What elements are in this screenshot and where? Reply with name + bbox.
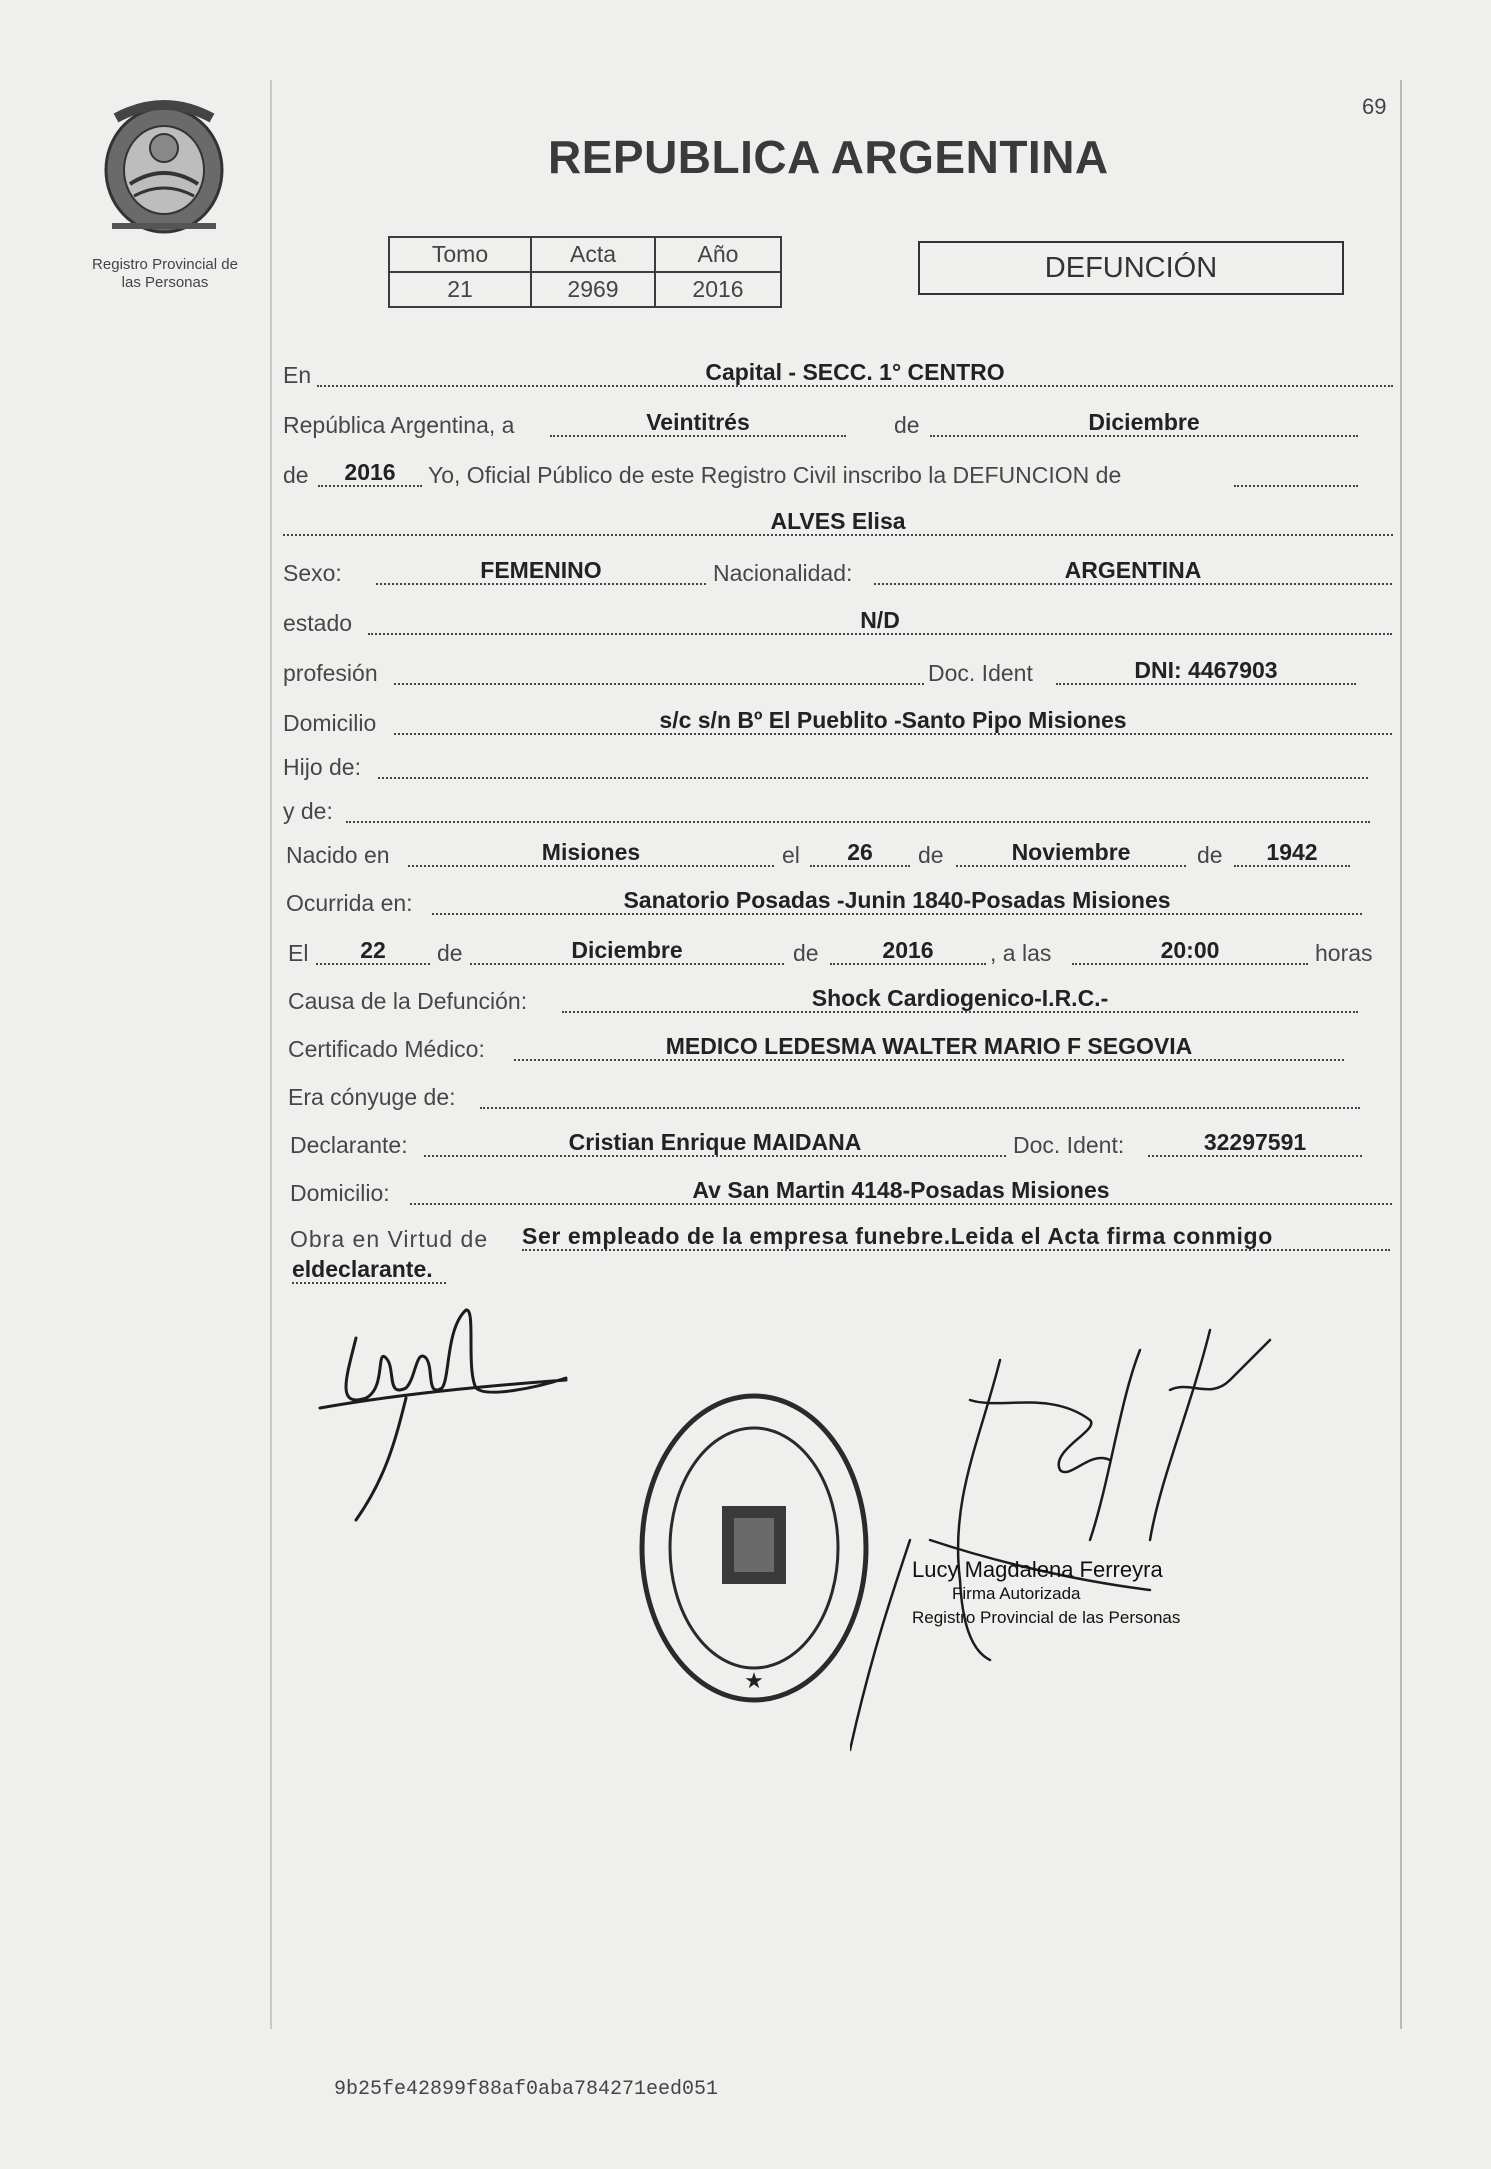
label-profesion: profesión bbox=[283, 660, 378, 686]
value-birth-place: Misiones bbox=[408, 839, 774, 867]
value-nationality: ARGENTINA bbox=[874, 557, 1392, 585]
label-a-las: , a las bbox=[990, 940, 1052, 966]
signatory-office: Registro Provincial de las Personas bbox=[912, 1608, 1181, 1627]
record-type-box: DEFUNCIÓN bbox=[918, 241, 1344, 295]
signatory-name: Lucy Magdalena Ferreyra bbox=[912, 1557, 1163, 1582]
value-death-place: Sanatorio Posadas -Junin 1840-Posadas Misiones bbox=[432, 887, 1362, 915]
value-death-month: Diciembre bbox=[470, 937, 784, 965]
page-number: 69 bbox=[1362, 94, 1387, 119]
value-sex: FEMENINO bbox=[376, 557, 706, 585]
value-declarant: Cristian Enrique MAIDANA bbox=[424, 1129, 1006, 1157]
crest-caption bbox=[60, 256, 270, 292]
right-margin-rule bbox=[1400, 80, 1402, 2029]
value-medical-certificate: MEDICO LEDESMA WALTER MARIO F SEGOVIA bbox=[514, 1033, 1344, 1061]
crest-caption-line1: Registro Provincial de bbox=[92, 256, 238, 273]
label-doc-ident: Doc. Ident bbox=[928, 660, 1033, 686]
label-de-death-month: de bbox=[437, 940, 463, 966]
label-horas: horas bbox=[1315, 940, 1373, 966]
value-day: Veintitrés bbox=[550, 409, 846, 437]
label-sexo: Sexo: bbox=[283, 560, 342, 586]
label-certificado: Certificado Médico: bbox=[288, 1036, 485, 1062]
reference-table bbox=[388, 236, 782, 308]
officer-signature bbox=[850, 1320, 1330, 1760]
left-margin-rule bbox=[270, 80, 272, 2029]
label-domicilio-declarant: Domicilio: bbox=[290, 1180, 390, 1206]
label-de-year: de bbox=[283, 462, 309, 488]
svg-text:★: ★ bbox=[744, 1668, 764, 1693]
official-stamp-seal bbox=[634, 1388, 874, 1708]
value-document: DNI: 4467903 bbox=[1056, 657, 1356, 685]
signatory-block bbox=[912, 1558, 1180, 1630]
label-nacionalidad: Nacionalidad: bbox=[713, 560, 853, 586]
label-causa: Causa de la Defunción: bbox=[288, 988, 528, 1014]
value-blank-after-yo bbox=[1234, 459, 1358, 487]
value-death-time: 20:00 bbox=[1072, 937, 1308, 965]
ref-header-tomo: Tomo bbox=[389, 237, 531, 272]
label-de-death-year: de bbox=[793, 940, 819, 966]
value-father bbox=[378, 751, 1368, 779]
label-en: En bbox=[283, 362, 312, 388]
value-place: Capital - SECC. 1° CENTRO bbox=[317, 359, 1393, 387]
value-birth-year: 1942 bbox=[1234, 839, 1350, 867]
value-declarant-document: 32297591 bbox=[1148, 1129, 1362, 1157]
value-death-year: 2016 bbox=[830, 937, 986, 965]
label-declarante: Declarante: bbox=[290, 1132, 408, 1158]
label-de-birth-year: de bbox=[1197, 842, 1223, 868]
label-y-de: y de: bbox=[283, 798, 333, 824]
ref-header-anio: Año bbox=[655, 237, 781, 272]
label-de-birth-month: de bbox=[918, 842, 944, 868]
document-hash: 9b25fe42899f88af0aba784271eed051 bbox=[334, 2078, 719, 2101]
value-civil-status: N/D bbox=[368, 607, 1392, 635]
value-reason-line2: eldeclarante. bbox=[292, 1256, 446, 1284]
label-domicilio: Domicilio bbox=[283, 710, 377, 736]
label-el-death: El bbox=[288, 940, 309, 966]
value-declarant-address: Av San Martin 4148-Posadas Misiones bbox=[410, 1177, 1392, 1205]
label-doc-ident-declarant: Doc. Ident: bbox=[1013, 1132, 1125, 1158]
label-el-birth: el bbox=[782, 842, 800, 868]
value-death-day: 22 bbox=[316, 937, 430, 965]
ref-value-acta: 2969 bbox=[531, 272, 655, 307]
province-crest-icon bbox=[96, 98, 232, 238]
label-obra: Obra en Virtud de bbox=[290, 1226, 489, 1252]
label-republica: República Argentina, a bbox=[283, 412, 515, 438]
value-month: Diciembre bbox=[930, 409, 1358, 437]
value-cause: Shock Cardiogenico-I.R.C.- bbox=[562, 985, 1358, 1013]
label-estado: estado bbox=[283, 610, 353, 636]
crest-caption-line2: las Personas bbox=[121, 274, 209, 291]
value-year: 2016 bbox=[318, 459, 422, 487]
value-profession bbox=[394, 657, 924, 685]
value-spouse bbox=[480, 1081, 1360, 1109]
label-yo-text: Yo, Oficial Público de este Registro Civil inscribo la DEFUNCION de bbox=[428, 462, 1122, 488]
document-title: REPUBLICA ARGENTINA bbox=[548, 131, 1109, 183]
value-birth-month: Noviembre bbox=[956, 839, 1186, 867]
ref-value-anio: 2016 bbox=[655, 272, 781, 307]
value-reason-line1: Ser empleado de la empresa funebre.Leida el Acta firma conmigo bbox=[522, 1223, 1390, 1251]
value-birth-day: 26 bbox=[810, 839, 910, 867]
label-hijo-de: Hijo de: bbox=[283, 754, 361, 780]
value-mother bbox=[346, 795, 1370, 823]
ref-header-acta: Acta bbox=[531, 237, 655, 272]
declarant-signature bbox=[316, 1298, 576, 1528]
signatory-role: Firma Autorizada bbox=[952, 1584, 1081, 1603]
label-conyuge: Era cónyuge de: bbox=[288, 1084, 456, 1110]
label-de-month: de bbox=[894, 412, 920, 438]
value-deceased-name: ALVES Elisa bbox=[283, 508, 1393, 536]
value-address: s/c s/n Bº El Pueblito -Santo Pipo Misiones bbox=[394, 707, 1392, 735]
label-nacido-en: Nacido en bbox=[286, 842, 390, 868]
label-ocurrida-en: Ocurrida en: bbox=[286, 890, 413, 916]
ref-value-tomo: 21 bbox=[389, 272, 531, 307]
